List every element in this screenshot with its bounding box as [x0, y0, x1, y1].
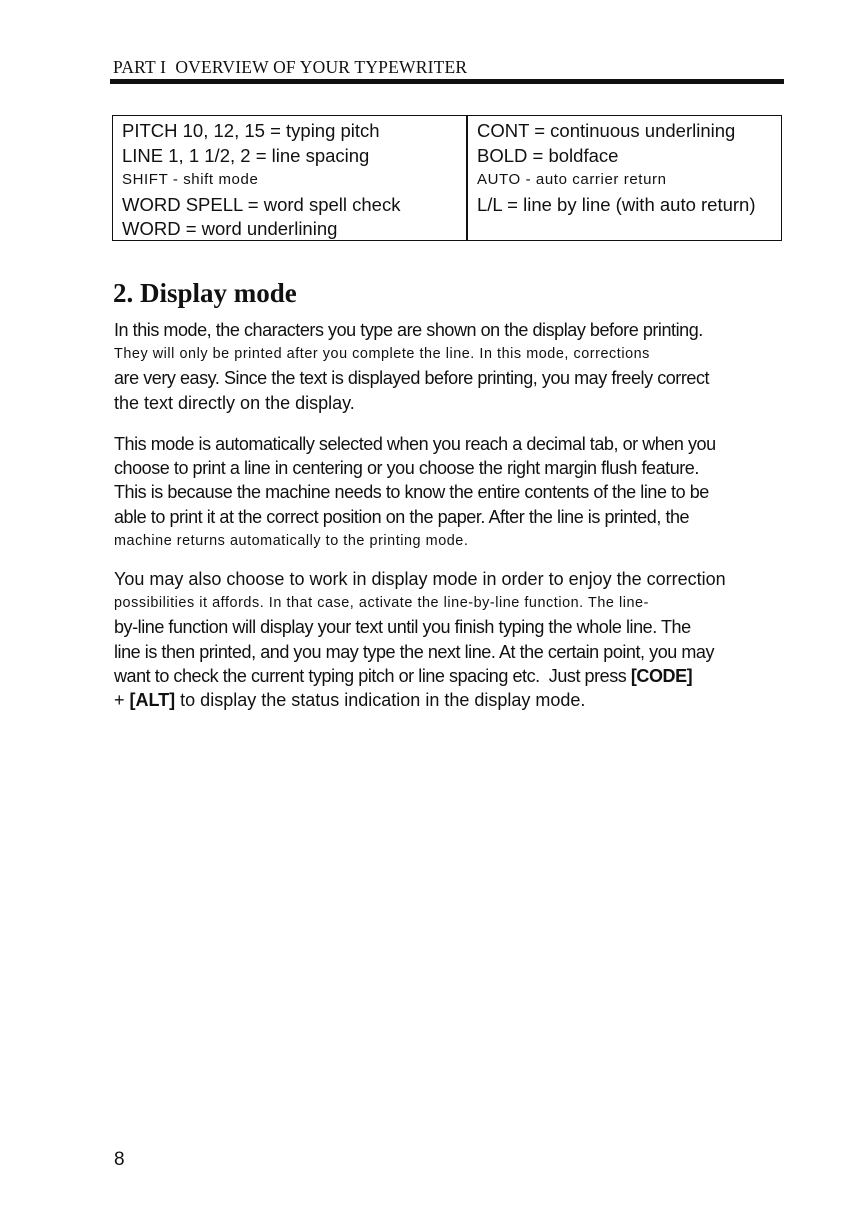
legend-right-column: [477, 119, 756, 217]
header-rule: [110, 79, 784, 84]
section-title: Display mode: [140, 278, 297, 308]
plus-sign: +: [114, 689, 130, 710]
paragraph-line: by-line function will display your text until you finish typing the whole line. The: [114, 617, 691, 638]
running-header: [113, 57, 467, 78]
legend-item-line-by-line: L/L = line by line (with auto return): [477, 193, 756, 215]
paragraph-text: to display the status indication in the display mode.: [175, 689, 586, 710]
paragraph-line: machine returns automatically to the printing mode.: [114, 532, 469, 549]
legend-item-shift: SHIFT - shift mode: [122, 171, 259, 189]
paragraph-line: This mode is automatically selected when you reach a decimal tab, or when you: [114, 434, 716, 454]
paragraph-line: This is because the machine needs to know the entire contents of the line to be: [114, 482, 709, 503]
paragraph-line: are very easy. Since the text is displayed before printing, you may freely correct: [114, 368, 710, 389]
legend-item-word-spell: WORD SPELL = word spell check: [122, 193, 401, 215]
page-number: 8: [114, 1149, 125, 1170]
paragraph-line: [114, 664, 726, 688]
paragraph-line: line is then printed, and you may type the next line. At the certain point, you may: [114, 641, 715, 662]
paragraph-line: They will only be printed after you complete the line. In this mode, corrections: [114, 346, 650, 363]
paragraph-text: want to check the current typing pitch or line spacing etc. Just press: [114, 665, 631, 686]
part-title: OVERVIEW OF YOUR TYPEWRITER: [175, 57, 468, 77]
alt-key-label: [ALT]: [129, 689, 176, 710]
legend-item-line: LINE 1, 1 1/2, 2 = line spacing: [122, 144, 370, 166]
legend-item-auto: AUTO - auto carrier return: [477, 171, 667, 189]
paragraph-line: In this mode, the characters you type are shown on the display before printing.: [114, 320, 703, 340]
legend-column-divider: [466, 116, 468, 240]
paragraph-line: the text directly on the display.: [114, 392, 355, 413]
section-heading: [113, 278, 297, 309]
legend-item-pitch: PITCH 10, 12, 15 = typing pitch: [122, 120, 380, 141]
paragraph-line: choose to print a line in centering or you choose the right margin flush feature.: [114, 458, 699, 479]
paragraph-line: [114, 688, 726, 712]
legend-item-cont: CONT = continuous underlining: [477, 120, 736, 141]
paragraph-line: able to print it at the correct position on the paper. After the line is printed, the: [114, 506, 690, 527]
legend-item-bold: BOLD = boldface: [477, 144, 619, 166]
legend-left-column: [122, 119, 400, 242]
part-label: PART I: [113, 57, 167, 77]
paragraph-line: possibilities it affords. In that case, activate the line-by-line function. The line-: [114, 595, 649, 612]
paragraph-line: You may also choose to work in display mode in order to enjoy the correction: [114, 569, 726, 589]
paragraph-2: [114, 432, 716, 553]
indicator-legend-table: [112, 115, 782, 241]
code-key-label: [CODE]: [630, 665, 693, 686]
legend-item-word: WORD = word underlining: [122, 218, 338, 240]
paragraph-3: [114, 567, 726, 712]
section-number: 2.: [113, 278, 134, 308]
paragraph-1: [114, 318, 709, 415]
